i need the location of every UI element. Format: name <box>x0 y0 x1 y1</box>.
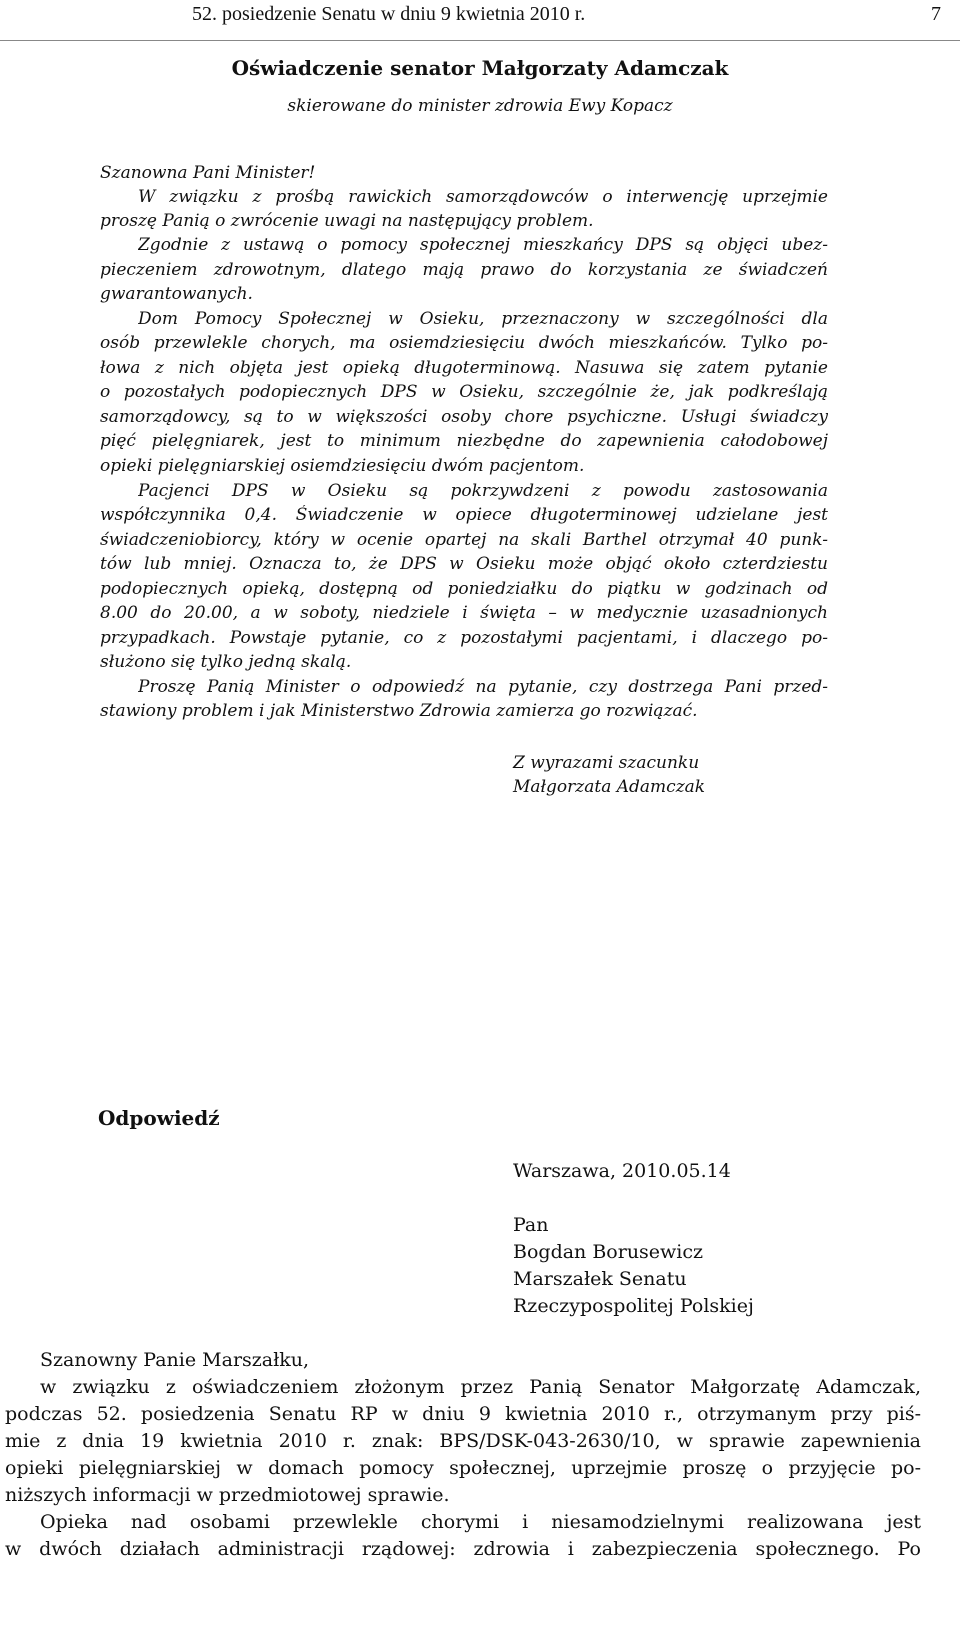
letter-line: w związku z oświadczeniem złożonym przez Panią Senator Małgorzatę Adamczak, <box>40 1376 921 1398</box>
addressee-line: Bogdan Borusewicz <box>513 1241 704 1263</box>
letter-date: Warszawa, 2010.05.14 <box>513 1160 731 1182</box>
body-line: łowa z nich objęta jest opieką długoterminową. Nasuwa się zatem pytanie <box>100 358 828 378</box>
answer-heading: Odpowiedź <box>98 1106 220 1130</box>
body-line: służono się tylko jedną skalą. <box>100 652 352 672</box>
body-line: Dom Pomocy Społecznej w Osieku, przeznaczony w szczególności dla <box>138 309 828 329</box>
signature: Małgorzata Adamczak <box>513 777 706 797</box>
body-line: tów lub mniej. Oznacza to, że DPS w Osieku może objąć około czterdziestu <box>100 554 828 574</box>
body-line: pieczeniem zdrowotnym, dlatego mają prawo do korzystania ze świadczeń <box>100 260 828 280</box>
body-line: 8.00 do 20.00, a w soboty, niedziele i święta – w medycznie uzasadnionych <box>100 603 828 623</box>
letter-line: podczas 52. posiedzenia Senatu RP w dniu 9 kwietnia 2010 r., otrzymanym przy piś- <box>5 1403 921 1425</box>
body-line: Zgodnie z ustawą o pomocy społecznej mieszkańcy DPS są objęci ubez- <box>138 235 828 255</box>
body-line: współczynnika 0,4. Świadczenie w opiece długoterminowej udzielane jest <box>100 505 828 525</box>
body-line: stawiony problem i jak Ministerstwo Zdrowia zamierza go rozwiązać. <box>100 701 698 721</box>
letter-line: niższych informacji w przedmiotowej sprawie. <box>5 1484 450 1506</box>
body-line: Pacjenci DPS w Osieku są pokrzywdzeni z powodu zastosowania <box>138 481 828 501</box>
body-line: o pozostałych podopiecznych DPS w Osieku, szczególnie że, jak podkreślają <box>100 382 828 402</box>
letter-line: w dwóch działach administracji rządowej: zdrowia i zabezpieczenia społecznego. Po <box>5 1538 921 1560</box>
statement-title: Oświadczenie senator Małgorzaty Adamczak <box>231 56 729 80</box>
running-header <box>0 0 960 41</box>
body-line: W związku z prośbą rawickich samorządowców o interwencję uprzejmie <box>138 187 828 207</box>
salutation: Szanowna Pani Minister! <box>100 163 316 183</box>
body-line: przypadkach. Powstaje pytanie, co z pozostałymi pacjentami, i dlaczego po- <box>100 628 828 648</box>
addressee-line: Rzeczypospolitej Polskiej <box>513 1295 754 1317</box>
body-line: gwarantowanych. <box>100 284 253 304</box>
body-line: Proszę Panią Minister o odpowiedź na pytanie, czy dostrzega Pani przed- <box>138 677 828 697</box>
letter-line: mie z dnia 19 kwietnia 2010 r. znak: BPS/DSK-043-2630/10, w sprawie zapewnienia <box>5 1430 921 1452</box>
body-line: podopiecznych opieką, dostępną od poniedziałku do piątku w godzinach od <box>100 579 828 599</box>
letter-line: Opieka nad osobami przewlekle chorymi i niesamodzielnymi realizowana jest <box>40 1511 921 1533</box>
closing-formula: Z wyrazami szacunku <box>513 753 700 773</box>
page-number: 7 <box>931 3 941 25</box>
session-header: 52. posiedzenie Senatu w dniu 9 kwietnia 2010 r. <box>192 3 586 25</box>
body-line: świadczeniobiorcy, który w ocenie opartej na skali Barthel otrzymał 40 punk- <box>100 530 828 550</box>
body-line: proszę Panią o zwrócenie uwagi na następujący problem. <box>100 211 594 231</box>
statement-subtitle: skierowane do minister zdrowia Ewy Kopacz <box>287 96 673 116</box>
letter-line: opieki pielęgniarskiej w domach pomocy społecznej, uprzejmie proszę o przyjęcie po- <box>5 1457 921 1479</box>
body-line: osób przewlekle chorych, ma osiemdziesięciu dwóch mieszkańców. Tylko po- <box>100 333 828 353</box>
body-line: opieki pielęgniarskiej osiemdziesięciu dwóm pacjentom. <box>100 456 585 476</box>
body-line: pięć pielęgniarek, jest to minimum niezbędne do zapewnienia całodobowej <box>100 431 828 451</box>
letter-salutation: Szanowny Panie Marszałku, <box>40 1349 310 1371</box>
body-line: samorządowcy, są to w większości osoby chore psychiczne. Usługi świadczy <box>100 407 828 427</box>
addressee-line: Pan <box>513 1214 549 1236</box>
addressee-line: Marszałek Senatu <box>513 1268 687 1290</box>
